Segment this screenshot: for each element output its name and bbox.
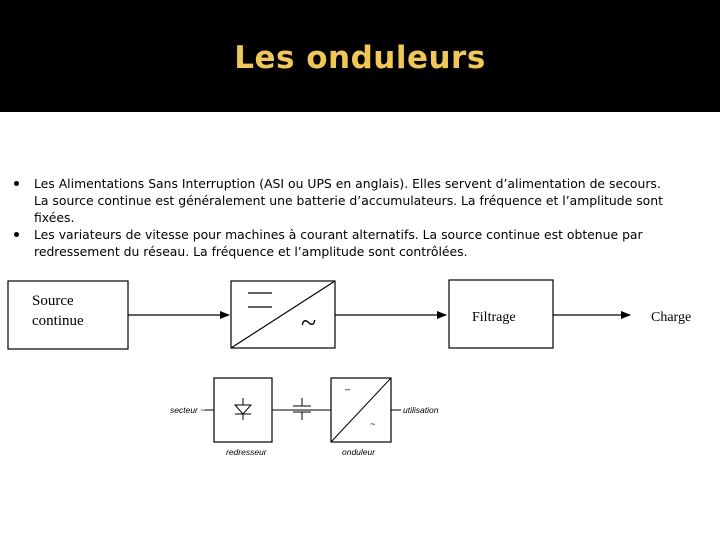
rectifier-label: redresseur — [226, 447, 267, 457]
variable-speed-drive-diagram — [170, 378, 439, 457]
dc-mark: – — [345, 384, 351, 394]
source-label-line2: continue — [32, 313, 84, 329]
load-label: Charge — [651, 310, 692, 325]
bullet-text: Les variateurs de vitesse pour machines à courant alternatifs. La source continue est obtenue par redressement du réseau. La fréquence et l’amplitude sont contrôlées. — [34, 227, 643, 259]
ac-mark: ~ — [370, 419, 376, 429]
ac-symbol: ~ — [301, 308, 317, 339]
source-label-line1: Source — [32, 293, 74, 309]
secteur-label: secteur ~ — [170, 405, 206, 415]
bullet-text: Les Alimentations Sans Interruption (ASI ou UPS en anglais). Elles servent d’alimentation de secours. La source continue est généralement une batterie d’accumulateurs. La fréquence et l’amplitude sont fixées. — [34, 176, 663, 225]
utilisation-label: utilisation — [403, 405, 439, 415]
page-title: Les onduleurs — [234, 40, 486, 76]
filter-label: Filtrage — [472, 310, 516, 325]
onduleur-label: onduleur — [342, 447, 376, 457]
ups-block-diagram — [8, 280, 691, 349]
